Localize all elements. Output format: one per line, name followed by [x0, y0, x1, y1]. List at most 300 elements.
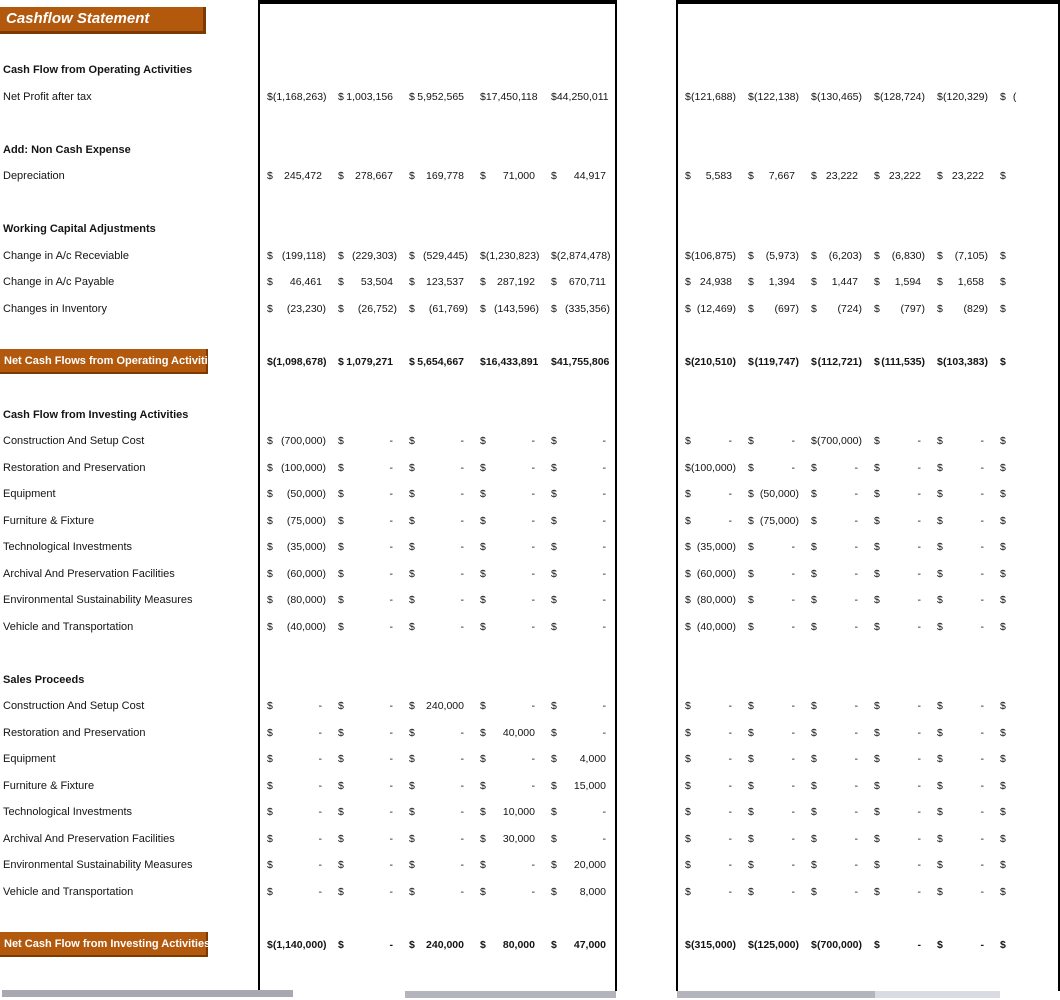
value-cell[interactable] [993, 773, 1056, 800]
value-cell[interactable] [260, 269, 331, 296]
value-cell[interactable] [741, 163, 804, 190]
value-cell[interactable] [867, 879, 930, 906]
value-cell[interactable] [930, 720, 993, 747]
value-cell[interactable] [473, 799, 544, 826]
value-cell[interactable] [804, 879, 867, 906]
value-cell[interactable] [930, 799, 993, 826]
value-cell[interactable] [930, 349, 993, 376]
value-cell[interactable] [930, 587, 993, 614]
value-cell[interactable] [741, 852, 804, 879]
value-cell[interactable] [331, 534, 402, 561]
value-cell[interactable] [741, 296, 804, 323]
value-cell[interactable] [993, 587, 1056, 614]
value-cell[interactable] [930, 296, 993, 323]
value-cell[interactable] [260, 799, 331, 826]
value-cell[interactable] [473, 773, 544, 800]
value-cell[interactable] [804, 534, 867, 561]
value-cell[interactable] [930, 852, 993, 879]
value-cell[interactable] [260, 746, 331, 773]
row-label-cell[interactable] [0, 534, 258, 561]
value-cell[interactable] [260, 614, 331, 641]
row-label-cell[interactable] [0, 455, 258, 482]
value-cell[interactable] [867, 269, 930, 296]
value-cell[interactable] [473, 826, 544, 853]
cell-value: - [460, 859, 464, 872]
value-cell[interactable] [867, 455, 930, 482]
value-cell[interactable] [993, 879, 1056, 906]
value-cell[interactable] [804, 481, 867, 508]
value-cell[interactable] [260, 296, 331, 323]
value-cell[interactable] [993, 799, 1056, 826]
value-cell[interactable] [678, 561, 741, 588]
value-cell[interactable] [402, 799, 473, 826]
statement-title-band[interactable] [0, 4, 258, 31]
value-cell[interactable] [473, 932, 544, 959]
value-cell[interactable] [544, 879, 615, 906]
value-cell[interactable] [544, 932, 615, 959]
value-cell[interactable] [741, 455, 804, 482]
value-cell[interactable] [473, 508, 544, 535]
value-cell[interactable] [473, 693, 544, 720]
value-cell[interactable] [867, 587, 930, 614]
value-cell[interactable] [678, 534, 741, 561]
value-cell[interactable] [993, 614, 1056, 641]
value-cell[interactable] [930, 243, 993, 270]
value-cell[interactable] [473, 481, 544, 508]
currency-symbol: $ [1000, 541, 1006, 554]
value-cell[interactable] [402, 879, 473, 906]
value-cell[interactable] [867, 508, 930, 535]
value-cell[interactable] [331, 614, 402, 641]
value-cell[interactable] [678, 243, 741, 270]
value-cell[interactable] [678, 269, 741, 296]
value-cell[interactable] [804, 799, 867, 826]
value-cell[interactable] [741, 932, 804, 959]
value-cell[interactable] [473, 587, 544, 614]
row-label-cell[interactable] [0, 269, 258, 296]
row-label-cell[interactable] [0, 243, 258, 270]
value-cell[interactable] [678, 508, 741, 535]
value-cell[interactable] [473, 349, 544, 376]
value-cell[interactable] [678, 587, 741, 614]
value-cell[interactable] [804, 826, 867, 853]
value-cell[interactable] [260, 693, 331, 720]
value-cell[interactable] [260, 428, 331, 455]
value-cell[interactable] [804, 720, 867, 747]
value-cell [402, 375, 473, 402]
value-cell[interactable] [678, 693, 741, 720]
value-cell[interactable] [993, 693, 1056, 720]
value-cell[interactable] [402, 773, 473, 800]
value-cell[interactable] [867, 481, 930, 508]
value-cell[interactable] [402, 481, 473, 508]
value-cell[interactable] [804, 163, 867, 190]
value-cell[interactable] [402, 508, 473, 535]
section-total-band[interactable] [0, 932, 258, 959]
value-cell[interactable] [804, 428, 867, 455]
value-cell[interactable] [993, 269, 1056, 296]
value-cell[interactable] [678, 746, 741, 773]
value-cell[interactable] [804, 349, 867, 376]
row-label-cell[interactable] [0, 826, 258, 853]
value-cell[interactable] [993, 243, 1056, 270]
value-cell[interactable] [930, 614, 993, 641]
value-cell[interactable] [930, 163, 993, 190]
value-cell[interactable] [930, 455, 993, 482]
value-cell[interactable] [741, 799, 804, 826]
section-heading[interactable] [0, 216, 258, 243]
value-cell[interactable] [804, 296, 867, 323]
value-cell[interactable] [260, 455, 331, 482]
value-cell[interactable] [867, 826, 930, 853]
value-cell[interactable] [331, 932, 402, 959]
value-cell[interactable] [678, 296, 741, 323]
row-label-cell[interactable] [0, 693, 258, 720]
row-label-cell[interactable] [0, 746, 258, 773]
value-cell[interactable] [867, 720, 930, 747]
row-label-cell[interactable] [0, 561, 258, 588]
value-cell[interactable] [331, 773, 402, 800]
value-cell[interactable] [402, 349, 473, 376]
value-cell[interactable] [930, 879, 993, 906]
value-cell[interactable] [993, 746, 1056, 773]
section-total-band[interactable] [0, 349, 258, 376]
value-cell[interactable] [473, 84, 544, 111]
value-cell[interactable] [260, 879, 331, 906]
value-cell[interactable] [260, 84, 331, 111]
value-cell[interactable] [867, 84, 930, 111]
value-cell[interactable] [544, 773, 615, 800]
value-cell[interactable] [473, 269, 544, 296]
value-cell[interactable] [678, 428, 741, 455]
value-cell[interactable] [331, 852, 402, 879]
value-cell[interactable] [993, 932, 1056, 959]
value-cell[interactable] [544, 84, 615, 111]
value-cell[interactable] [804, 84, 867, 111]
value-cell[interactable] [741, 879, 804, 906]
currency-symbol: $ [811, 170, 817, 183]
value-cell[interactable] [331, 269, 402, 296]
value-cell[interactable] [331, 799, 402, 826]
value-cell[interactable] [473, 428, 544, 455]
value-cell[interactable] [678, 852, 741, 879]
value-cell[interactable] [804, 455, 867, 482]
value-cell[interactable] [402, 587, 473, 614]
value-cell[interactable] [473, 163, 544, 190]
value-cell[interactable] [544, 693, 615, 720]
value-cell[interactable] [402, 932, 473, 959]
value-cell[interactable] [331, 296, 402, 323]
value-cell[interactable] [544, 269, 615, 296]
value-cell[interactable] [678, 799, 741, 826]
value-cell[interactable] [993, 720, 1056, 747]
value-cell[interactable] [544, 614, 615, 641]
value-cell[interactable] [930, 428, 993, 455]
row-label-cell[interactable] [0, 773, 258, 800]
value-cell[interactable] [678, 84, 741, 111]
currency-symbol: $ [874, 355, 880, 368]
value-cell[interactable] [331, 84, 402, 111]
value-cell[interactable] [473, 852, 544, 879]
value-cell[interactable] [473, 614, 544, 641]
value-cell[interactable] [804, 587, 867, 614]
value-cell[interactable] [741, 508, 804, 535]
label-text: Technological Investments [3, 806, 133, 819]
currency-symbol: $ [409, 435, 415, 448]
value-cell[interactable] [678, 826, 741, 853]
value-cell[interactable] [741, 614, 804, 641]
value-cell[interactable] [544, 163, 615, 190]
value-cell[interactable] [993, 296, 1056, 323]
row-label-cell[interactable] [0, 799, 258, 826]
value-cell[interactable] [741, 534, 804, 561]
value-cell[interactable] [804, 561, 867, 588]
value-cell[interactable] [402, 852, 473, 879]
value-cell[interactable] [678, 455, 741, 482]
value-cell[interactable] [473, 296, 544, 323]
cell-value: - [980, 938, 984, 951]
value-cell[interactable] [804, 932, 867, 959]
value-cell[interactable] [678, 481, 741, 508]
value-cell[interactable] [402, 720, 473, 747]
currency-symbol: $ [937, 514, 943, 527]
row-label-cell[interactable] [0, 296, 258, 323]
currency-symbol: $ [551, 594, 557, 607]
value-cell[interactable] [473, 561, 544, 588]
value-cell[interactable] [930, 534, 993, 561]
row-label-cell[interactable] [0, 428, 258, 455]
value-cell[interactable] [993, 534, 1056, 561]
cell-value: (50,000) [286, 488, 326, 501]
value-cell[interactable] [331, 163, 402, 190]
value-cell[interactable] [993, 852, 1056, 879]
value-cell[interactable] [331, 693, 402, 720]
value-cell[interactable] [804, 269, 867, 296]
cell-value: 4,000 [579, 753, 606, 766]
value-cell[interactable] [260, 587, 331, 614]
value-cell[interactable] [331, 879, 402, 906]
value-cell[interactable] [402, 561, 473, 588]
value-cell[interactable] [867, 746, 930, 773]
value-cell[interactable] [993, 455, 1056, 482]
value-cell[interactable] [930, 746, 993, 773]
value-cell[interactable] [867, 163, 930, 190]
row-label-cell[interactable] [0, 879, 258, 906]
row-label-cell[interactable] [0, 163, 258, 190]
value-cell[interactable] [930, 561, 993, 588]
value-cell[interactable] [678, 773, 741, 800]
section-heading[interactable] [0, 137, 258, 164]
row-label-cell[interactable] [0, 508, 258, 535]
value-cell[interactable] [473, 455, 544, 482]
label-text: Furniture & Fixture [3, 779, 95, 792]
value-cell[interactable] [402, 243, 473, 270]
value-cell[interactable] [993, 481, 1056, 508]
value-cell[interactable] [930, 826, 993, 853]
value-cell[interactable] [741, 773, 804, 800]
value-cell[interactable] [867, 773, 930, 800]
value-cell[interactable] [867, 852, 930, 879]
value-cell[interactable] [930, 269, 993, 296]
value-cell[interactable] [260, 852, 331, 879]
value-cell[interactable] [260, 773, 331, 800]
row-label-cell[interactable] [0, 614, 258, 641]
value-cell[interactable] [930, 481, 993, 508]
value-cell[interactable] [260, 349, 331, 376]
value-cell[interactable] [741, 720, 804, 747]
row-label-cell[interactable] [0, 481, 258, 508]
value-cell[interactable] [993, 561, 1056, 588]
value-cell[interactable] [331, 826, 402, 853]
value-cell[interactable] [544, 534, 615, 561]
value-cell[interactable] [544, 508, 615, 535]
value-cell[interactable] [678, 879, 741, 906]
value-cell[interactable] [741, 428, 804, 455]
value-cell[interactable] [930, 773, 993, 800]
value-cell[interactable] [804, 614, 867, 641]
value-cell[interactable] [804, 773, 867, 800]
value-cell[interactable] [993, 349, 1056, 376]
value-cell[interactable] [402, 296, 473, 323]
value-cell[interactable] [544, 349, 615, 376]
value-cell[interactable] [544, 826, 615, 853]
value-cell[interactable] [993, 826, 1056, 853]
value-cell[interactable] [867, 296, 930, 323]
value-cell[interactable] [544, 720, 615, 747]
value-cell[interactable] [260, 826, 331, 853]
value-cell[interactable] [993, 428, 1056, 455]
value-cell[interactable] [544, 746, 615, 773]
value-cell[interactable] [331, 720, 402, 747]
value-cell[interactable] [804, 508, 867, 535]
value-cell[interactable] [260, 163, 331, 190]
cell-value: - [917, 753, 921, 766]
value-cell[interactable] [260, 508, 331, 535]
value-cell[interactable] [867, 534, 930, 561]
cell-value: 1,079,271 [346, 355, 393, 368]
value-cell[interactable] [260, 720, 331, 747]
value-cell[interactable] [741, 243, 804, 270]
value-cell[interactable] [260, 534, 331, 561]
value-cell[interactable] [331, 508, 402, 535]
value-cell[interactable] [402, 269, 473, 296]
value-cell[interactable] [678, 720, 741, 747]
value-cell[interactable] [544, 243, 615, 270]
cell-value: (119,747) [754, 355, 799, 368]
value-cell[interactable] [678, 932, 741, 959]
label-text: Cash Flow from Operating Activities [3, 64, 193, 77]
value-cell[interactable] [741, 826, 804, 853]
value-cell[interactable] [473, 243, 544, 270]
value-cell[interactable] [804, 746, 867, 773]
value-cell[interactable] [993, 84, 1056, 111]
value-cell[interactable] [402, 428, 473, 455]
row-label-cell[interactable] [0, 587, 258, 614]
value-cell[interactable] [867, 799, 930, 826]
value-cell[interactable] [473, 879, 544, 906]
value-cell[interactable] [930, 84, 993, 111]
value-cell[interactable] [260, 243, 331, 270]
value-cell[interactable] [930, 932, 993, 959]
value-cell[interactable] [867, 349, 930, 376]
value-cell[interactable] [930, 693, 993, 720]
value-cell[interactable] [402, 534, 473, 561]
value-cell[interactable] [402, 693, 473, 720]
value-cell[interactable] [260, 481, 331, 508]
value-cell[interactable] [331, 587, 402, 614]
value-cell[interactable] [544, 296, 615, 323]
value-cell[interactable] [544, 799, 615, 826]
section-heading[interactable] [0, 667, 258, 694]
value-cell[interactable] [473, 720, 544, 747]
row-label-cell[interactable] [0, 84, 258, 111]
value-cell[interactable] [402, 746, 473, 773]
value-cell[interactable] [804, 693, 867, 720]
value-cell[interactable] [867, 932, 930, 959]
value-cell[interactable] [867, 561, 930, 588]
value-cell[interactable] [331, 428, 402, 455]
value-cell[interactable] [544, 852, 615, 879]
value-cell[interactable] [867, 243, 930, 270]
value-cell[interactable] [473, 534, 544, 561]
value-cell[interactable] [331, 455, 402, 482]
value-cell[interactable] [867, 693, 930, 720]
value-cell[interactable] [473, 746, 544, 773]
value-cell [260, 4, 331, 31]
value-cell[interactable] [331, 349, 402, 376]
value-cell[interactable] [544, 481, 615, 508]
value-cell[interactable] [741, 349, 804, 376]
value-cell[interactable] [804, 852, 867, 879]
value-cell[interactable] [331, 481, 402, 508]
value-cell[interactable] [993, 163, 1056, 190]
value-cell[interactable] [741, 746, 804, 773]
value-cell[interactable] [930, 508, 993, 535]
section-heading[interactable] [0, 57, 258, 84]
value-cell[interactable] [678, 614, 741, 641]
value-cell[interactable] [331, 746, 402, 773]
row-label-cell[interactable] [0, 852, 258, 879]
value-cell[interactable] [993, 508, 1056, 535]
value-cell[interactable] [678, 163, 741, 190]
value-cell[interactable] [741, 84, 804, 111]
value-cell[interactable] [544, 428, 615, 455]
value-cell[interactable] [741, 481, 804, 508]
value-cell[interactable] [402, 84, 473, 111]
value-cell[interactable] [741, 269, 804, 296]
value-cell[interactable] [331, 561, 402, 588]
value-cell[interactable] [741, 587, 804, 614]
value-cell[interactable] [402, 614, 473, 641]
value-cell[interactable] [544, 455, 615, 482]
value-cell[interactable] [544, 587, 615, 614]
value-cell[interactable] [260, 932, 331, 959]
value-cell[interactable] [741, 693, 804, 720]
value-cell[interactable] [331, 243, 402, 270]
value-cell[interactable] [402, 826, 473, 853]
value-cell[interactable] [867, 428, 930, 455]
value-cell[interactable] [867, 614, 930, 641]
value-cell[interactable] [741, 561, 804, 588]
value-cell[interactable] [678, 349, 741, 376]
section-heading[interactable] [0, 402, 258, 429]
value-cell[interactable] [544, 561, 615, 588]
row-label-cell[interactable] [0, 720, 258, 747]
value-cell[interactable] [260, 561, 331, 588]
value-cell[interactable] [804, 243, 867, 270]
value-cell[interactable] [402, 455, 473, 482]
value-cell[interactable] [402, 163, 473, 190]
